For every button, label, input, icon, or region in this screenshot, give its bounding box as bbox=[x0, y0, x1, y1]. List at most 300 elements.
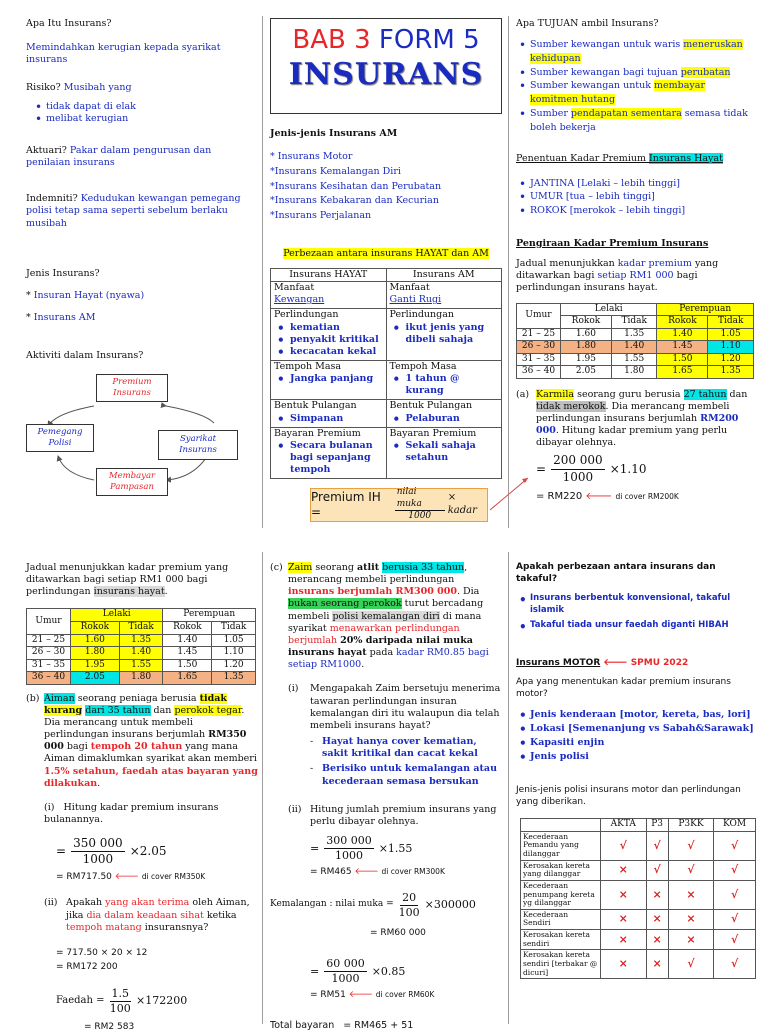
text: Sumber kewangan untuk waris bbox=[530, 39, 684, 51]
fraction bbox=[399, 891, 420, 920]
calc-intro bbox=[516, 258, 756, 294]
tick-icon: √ bbox=[714, 909, 756, 929]
table-cell: 2.05 bbox=[71, 672, 120, 685]
table-cell: Kewangan bbox=[271, 294, 387, 309]
panel-takaful-motor bbox=[516, 562, 756, 1024]
list-item: • Jenis kenderaan [motor, kereta, bas, lori] bbox=[516, 708, 756, 722]
text: 20% daripada nilai muka insurans hayat bbox=[288, 634, 473, 659]
text: polisi kemalangan diri bbox=[332, 610, 440, 622]
tick-icon: √ bbox=[668, 950, 714, 979]
text: . Dia merancang untuk membeli perlindungan insurans berjumlah bbox=[44, 704, 245, 741]
table-row bbox=[271, 373, 502, 400]
text: tidak merokok bbox=[536, 400, 606, 412]
list-item-text: Insurans Perjalanan bbox=[274, 210, 372, 222]
purpose-question: Apa TUJUAN ambil Insurans? bbox=[516, 18, 659, 29]
table-row bbox=[271, 322, 502, 361]
motor-question: Apa yang menentukan kadar premium insurans motor? bbox=[516, 677, 731, 699]
question-c bbox=[270, 562, 502, 671]
text: Berisiko untuk kemalangan atau kecederaan semasa bersukan bbox=[322, 763, 497, 787]
dash-marker: - bbox=[310, 736, 314, 748]
type-general: Insurans AM bbox=[33, 312, 96, 324]
col-header: Umur bbox=[517, 303, 561, 328]
question-i bbox=[288, 683, 502, 732]
text: ×1.55 bbox=[378, 841, 413, 855]
col-subheader: Rokok bbox=[561, 316, 612, 329]
question-ii bbox=[288, 804, 502, 828]
col-subheader: Rokok bbox=[71, 621, 120, 634]
ii-working bbox=[310, 834, 502, 863]
fraction bbox=[324, 834, 374, 863]
question-label: (ii) bbox=[288, 803, 302, 815]
list-item: • UMUR [tua – lebih tinggi] bbox=[516, 190, 756, 204]
cross-icon: × bbox=[668, 909, 714, 929]
text: kadar premium bbox=[617, 258, 692, 270]
list-item: * Insurans Motor bbox=[270, 151, 353, 163]
text: tempoh matang bbox=[66, 921, 142, 933]
table-cell: 1.65 bbox=[657, 366, 708, 379]
text: kadar RM0.85 bagi setiap RM1000 bbox=[288, 647, 489, 671]
text: 1.5 bbox=[110, 987, 132, 1002]
motor-heading bbox=[516, 658, 756, 670]
table-row bbox=[27, 647, 256, 660]
table-cell bbox=[271, 413, 387, 428]
text-highlight: perubatan bbox=[680, 66, 731, 78]
text: 300 000 bbox=[324, 834, 374, 849]
comparison-table bbox=[270, 268, 502, 480]
row-label: Kerosakan kereta sendiri bbox=[521, 930, 601, 950]
table-header bbox=[521, 819, 756, 832]
text: = bbox=[536, 461, 547, 476]
table-cell: 1.80 bbox=[71, 647, 120, 660]
chapter-title bbox=[271, 25, 501, 56]
table-header bbox=[517, 303, 754, 316]
table-cell bbox=[271, 373, 387, 400]
accident-face-value bbox=[270, 891, 502, 920]
table-cell: 1.35 bbox=[119, 634, 163, 647]
cross-icon: × bbox=[668, 880, 714, 909]
table-row bbox=[521, 909, 756, 929]
text: tidak kurang bbox=[44, 692, 228, 716]
table-cell: 1.60 bbox=[561, 328, 612, 341]
answer-a-result bbox=[536, 491, 756, 504]
list-item: • ROKOK [merokok – lebih tinggi] bbox=[516, 204, 756, 218]
table-row bbox=[521, 831, 756, 860]
table-row bbox=[521, 950, 756, 979]
table-row bbox=[521, 930, 756, 950]
question-b bbox=[26, 693, 258, 790]
list-item bbox=[310, 736, 502, 760]
tick-icon: √ bbox=[714, 831, 756, 860]
table-cell: 1.35 bbox=[212, 672, 256, 685]
table-cell: 1.40 bbox=[611, 341, 657, 354]
text: ×300000 bbox=[424, 898, 476, 912]
col-header bbox=[521, 819, 601, 832]
row-label: Bentuk Pulangan bbox=[386, 400, 502, 413]
question-label: (c) bbox=[270, 562, 283, 573]
takaful-question: Apakah perbezaan antara insurans dan takaful? bbox=[516, 562, 716, 584]
table-cell: 1.10 bbox=[212, 647, 256, 660]
arrow-left-icon: 🡐 bbox=[354, 867, 379, 878]
cross-icon: × bbox=[601, 860, 647, 880]
col-header: P3 bbox=[646, 819, 668, 832]
table-cell: 1.80 bbox=[561, 341, 612, 354]
table-cell: 1.80 bbox=[119, 672, 163, 685]
table-row bbox=[517, 366, 754, 379]
row-label: Kerosakan kereta yang dilanggar bbox=[521, 860, 601, 880]
text: insurans hayat bbox=[93, 586, 165, 598]
text: = RM717.50 bbox=[56, 871, 112, 882]
arrow-left-icon: 🡐 bbox=[114, 871, 139, 882]
list-item: • Secara bulanan bagi sepanjang tempoh bbox=[274, 440, 383, 476]
list-item-text: Insurans Motor bbox=[277, 151, 353, 163]
q1-result bbox=[56, 872, 258, 884]
cross-icon: × bbox=[601, 950, 647, 979]
text: 60 000 bbox=[324, 957, 367, 972]
table-cell: 1.95 bbox=[71, 659, 120, 672]
text: Mengapakah Zaim bersetuju menerima tawaran perlindungan insuran kemalangan diri itu walaupun dia telah membeli insurans hayat? bbox=[310, 683, 501, 731]
row-label: Kecederaan penumpang kereta yg dilanggar bbox=[521, 880, 601, 909]
formula-box bbox=[310, 488, 488, 522]
q1 bbox=[44, 802, 258, 826]
ii-result bbox=[310, 867, 502, 879]
text: dia dalam keadaan sihat bbox=[86, 909, 204, 921]
row-label: Bayaran Premium bbox=[271, 427, 387, 440]
text: RM350 000 bbox=[44, 729, 247, 753]
policy-intro: Jenis-jenis polisi insurans motor dan perlindungan yang diberikan. bbox=[516, 785, 741, 807]
text: SPMU 2022 bbox=[630, 657, 689, 668]
tick-icon: √ bbox=[646, 831, 668, 860]
comparison-heading-wrap bbox=[270, 248, 502, 260]
text-highlight: membayar komitmen hutang bbox=[530, 80, 705, 106]
form-label: FORM 5 bbox=[378, 25, 480, 55]
cell-list bbox=[390, 373, 499, 397]
text: atlit bbox=[356, 562, 380, 573]
type-item: * Insuran Hayat (nyawa) bbox=[26, 289, 145, 301]
cross-icon: × bbox=[601, 880, 647, 909]
text: dari 35 tahun bbox=[85, 704, 151, 716]
table-cell bbox=[386, 440, 502, 479]
text: Hitung jumlah premium insurans yang perlu dibayar olehnya. bbox=[310, 803, 497, 827]
table-row-label bbox=[271, 309, 502, 322]
text: 1000 bbox=[562, 469, 594, 484]
risk-list bbox=[32, 101, 258, 125]
col-subheader: Rokok bbox=[657, 316, 708, 329]
indemnity-label: Indemniti? bbox=[26, 193, 78, 205]
col-header: Insurans HAYAT bbox=[271, 268, 387, 281]
actuary-def bbox=[26, 145, 258, 169]
formula-tail: × kadar bbox=[447, 492, 477, 516]
table-cell: 1.55 bbox=[611, 353, 657, 366]
indemnity-def bbox=[26, 193, 258, 229]
cell-list bbox=[390, 322, 499, 346]
col-subheader: Tidak bbox=[119, 621, 163, 634]
col-header: AKTA bbox=[601, 819, 647, 832]
text: insuransnya? bbox=[141, 921, 209, 933]
comparison-body bbox=[271, 282, 502, 479]
divider bbox=[508, 16, 509, 528]
dash-marker: - bbox=[310, 763, 314, 775]
table-cell: 1.05 bbox=[212, 634, 256, 647]
row-label: Tempoh Masa bbox=[386, 361, 502, 374]
question-what: Apa Itu Insurans? bbox=[26, 18, 112, 29]
q2-working bbox=[56, 946, 258, 975]
actuary-label: Aktuari? bbox=[26, 144, 67, 156]
table-cell bbox=[386, 322, 502, 361]
list-item: • Insurans berbentuk konvensional, takaful islamik bbox=[516, 593, 756, 617]
row-label: Perlindungan bbox=[386, 309, 502, 322]
table-cell: 1.65 bbox=[163, 672, 212, 685]
col-header: Lelaki bbox=[561, 303, 657, 316]
list-item-text: Insurans Kemalangan Diri bbox=[274, 165, 401, 177]
row-label: Kecederaan Sendiri bbox=[521, 909, 601, 929]
text: berusia 33 tahun bbox=[382, 562, 465, 573]
list-item: • Pelaburan bbox=[390, 413, 499, 425]
text: 1000 bbox=[334, 849, 363, 863]
table-cell bbox=[271, 322, 387, 361]
cell-list bbox=[274, 373, 383, 385]
cell-list bbox=[274, 322, 383, 358]
age-cell: 31 – 35 bbox=[27, 659, 71, 672]
row-label: Kerosakan kereta sendiri [terbakar @ dicuri] bbox=[521, 950, 601, 979]
q1-working bbox=[56, 836, 258, 868]
text: Hitung kadar premium insurans bulanannya. bbox=[44, 801, 219, 825]
table-row-label bbox=[271, 361, 502, 374]
premium-factor-list bbox=[516, 177, 756, 218]
text: = RM220 bbox=[536, 491, 583, 503]
table-row-label bbox=[271, 282, 502, 295]
list-item: *Insurans Kemalangan Diri bbox=[270, 165, 401, 177]
text: menawarkan perlindungan berjumlah bbox=[288, 622, 460, 646]
list-item: • 1 tahun @ kurang bbox=[390, 373, 499, 397]
text: Apakah bbox=[66, 897, 106, 909]
list-item: • kecacatan kekal bbox=[274, 346, 383, 358]
list-item: *Insurans Kebakaran dan Kecurian bbox=[270, 195, 439, 207]
equals-sign: = bbox=[310, 841, 320, 855]
text: bagi perlindungan insurans hayat. bbox=[516, 270, 698, 294]
table-cell: 1.10 bbox=[708, 341, 754, 354]
col-header: Umur bbox=[27, 609, 71, 634]
text: Faedah = bbox=[56, 994, 105, 1006]
text: di cover RM300K bbox=[381, 867, 445, 877]
list-item bbox=[516, 79, 756, 107]
panel-question-b bbox=[26, 562, 258, 1032]
chapter-number: BAB 3 bbox=[292, 25, 371, 55]
table-row bbox=[517, 353, 754, 366]
tick-icon: √ bbox=[668, 860, 714, 880]
type-item: * Insurans AM bbox=[26, 312, 96, 324]
list-item: • ikut jenis yang dibeli sahaja bbox=[390, 322, 499, 346]
actuary-value: Pakar dalam pengurusan dan penilaian insurans bbox=[26, 144, 212, 169]
question-label: (ii) bbox=[44, 897, 58, 909]
list-item: • Simpanan bbox=[274, 413, 383, 425]
text: 20 bbox=[400, 891, 418, 906]
text: Sumber kewangan untuk bbox=[530, 80, 655, 92]
text: yang mana Aiman dimaklumkan syarikat akan memberi bbox=[44, 741, 257, 765]
col-header: P3KK bbox=[668, 819, 714, 832]
age-cell: 36 – 40 bbox=[27, 672, 71, 685]
page-gap bbox=[0, 538, 768, 550]
list-item-text: Insurans Kebakaran dan Kecurian bbox=[274, 195, 439, 207]
age-cell: 21 – 25 bbox=[27, 634, 71, 647]
text: 200 000 bbox=[551, 453, 605, 469]
text: ×2.05 bbox=[129, 844, 167, 859]
text: setiap RM1 000 bbox=[597, 270, 674, 282]
text: . Hitung kadar premium yang perlu dibayar olehnya. bbox=[536, 425, 728, 449]
cell-list bbox=[390, 413, 499, 425]
text: Jadual menunjukkan bbox=[516, 258, 618, 270]
text: pada bbox=[366, 647, 397, 659]
text: turut bercadang membeli bbox=[288, 598, 484, 622]
text: seorang bbox=[312, 562, 357, 573]
text: tempoh 20 tahun bbox=[90, 741, 183, 753]
cycle-policyholder: Pemegang Polisi bbox=[26, 424, 94, 452]
text: ×0.85 bbox=[371, 964, 406, 978]
text: 27 tahun bbox=[683, 388, 727, 400]
text: perokok tegar bbox=[174, 704, 242, 716]
text: Karmila bbox=[536, 388, 575, 400]
cross-icon: × bbox=[601, 930, 647, 950]
table-cell: 1.20 bbox=[708, 353, 754, 366]
text: 1.5% setahun, faedah atas bayaran yang dilakukan bbox=[44, 765, 258, 789]
table-row bbox=[521, 860, 756, 880]
answer-what: Memindahkan kerugian kepada syarikat insurans bbox=[26, 42, 221, 66]
formula-numerator: nilai muka bbox=[395, 487, 445, 511]
table-header bbox=[27, 609, 256, 622]
table-cell: 1.55 bbox=[119, 659, 163, 672]
list-item: • Lokasi [Semenanjung vs Sabah&Sarawak] bbox=[516, 722, 756, 736]
table-cell: 1.45 bbox=[657, 341, 708, 354]
list-item: • penyakit kritikal bbox=[274, 334, 383, 346]
list-item: • Kapasiti enjin bbox=[516, 736, 756, 750]
text: . Dia merancang membeli perlindungan insurans berjumlah bbox=[536, 400, 730, 424]
list-item: • kematian bbox=[274, 322, 383, 334]
row-label: Bentuk Pulangan bbox=[271, 400, 387, 413]
interest-result: = RM2 583 bbox=[84, 1021, 135, 1032]
text: bagi bbox=[63, 741, 91, 753]
general-types-list bbox=[270, 150, 502, 224]
cross-icon: × bbox=[646, 909, 668, 929]
col-subheader: Tidak bbox=[708, 316, 754, 329]
text: dan bbox=[150, 704, 175, 716]
list-item-text: Insurans Kesihatan dan Perubatan bbox=[274, 180, 442, 192]
cross-icon: × bbox=[668, 930, 714, 950]
divider bbox=[262, 16, 263, 528]
divider bbox=[508, 552, 509, 1024]
risk-value: Musibah yang bbox=[63, 82, 132, 94]
arrow-left-icon: 🡐 bbox=[603, 657, 628, 668]
col-header: Perempuan bbox=[657, 303, 754, 316]
arrow-left-icon: 🡐 bbox=[348, 990, 373, 1001]
table-cell: 1.40 bbox=[163, 634, 212, 647]
col-header: Lelaki bbox=[71, 609, 163, 622]
formula-denominator: 1000 bbox=[408, 511, 432, 522]
table-cell bbox=[271, 440, 387, 479]
text: 350 000 bbox=[71, 836, 125, 852]
table-cell: 2.05 bbox=[561, 366, 612, 379]
formula-fraction bbox=[395, 487, 445, 523]
table-cell: Ganti Rugi bbox=[386, 294, 502, 309]
text: = RM465 bbox=[310, 867, 352, 878]
risk-line bbox=[26, 82, 258, 94]
row-label: Manfaat bbox=[386, 282, 502, 295]
calc-heading: Pengiraan Kadar Premium Insurans bbox=[516, 237, 709, 249]
table-row bbox=[27, 659, 256, 672]
cell-list bbox=[274, 413, 383, 425]
panel-insurance-basics bbox=[26, 18, 258, 518]
table-cell: 1.35 bbox=[708, 366, 754, 379]
fraction bbox=[551, 453, 605, 485]
text-highlight: meneruskan kehidupan bbox=[530, 39, 743, 64]
row-label: Kecederaan Pemandu yang dilanggar bbox=[521, 831, 601, 860]
table-cell bbox=[386, 373, 502, 400]
equals-sign: = bbox=[56, 844, 67, 859]
table-row-label bbox=[271, 400, 502, 413]
panel-purpose-and-calc bbox=[516, 18, 756, 523]
cycle-insurer: Syarikat Insurans bbox=[158, 430, 238, 460]
col-subheader: Rokok bbox=[163, 621, 212, 634]
list-item: • JANTINA [Lelaki – lebih tinggi] bbox=[516, 177, 756, 191]
table-cell: 1.45 bbox=[163, 647, 212, 660]
accident-premium-result bbox=[310, 990, 502, 1002]
list-item: *Insurans Kesihatan dan Perubatan bbox=[270, 180, 442, 192]
text: ×172200 bbox=[136, 994, 188, 1008]
general-types-heading: Jenis-jenis Insurans AM bbox=[270, 128, 398, 139]
cell-list bbox=[274, 440, 383, 476]
table-row bbox=[521, 880, 756, 909]
purpose-list bbox=[516, 38, 756, 134]
table-row bbox=[271, 294, 502, 309]
motor-factor-list bbox=[516, 708, 756, 763]
col-subheader: Tidak bbox=[611, 316, 657, 329]
fraction bbox=[71, 836, 125, 868]
question-label: (a) bbox=[516, 388, 530, 400]
text: Hayat hanya cover kematian, sakit kritikal dan cacat kekal bbox=[322, 736, 478, 760]
table-cell: 1.80 bbox=[611, 366, 657, 379]
text: seorang guru berusia bbox=[574, 388, 684, 400]
cycle-premium: Premium Insurans bbox=[96, 374, 168, 402]
table-cell: 1.35 bbox=[611, 328, 657, 341]
table-row bbox=[271, 413, 502, 428]
cross-icon: × bbox=[646, 880, 668, 909]
age-cell: 26 – 30 bbox=[517, 341, 561, 354]
table-row bbox=[27, 634, 256, 647]
text: di mana syarikat bbox=[288, 610, 482, 634]
row-label: Manfaat bbox=[271, 282, 387, 295]
rate-table-bottom bbox=[26, 608, 256, 684]
divider bbox=[262, 552, 263, 1024]
age-cell: 36 – 40 bbox=[517, 366, 561, 379]
table-row bbox=[517, 341, 754, 354]
heading-highlight: Insurans Hayat bbox=[649, 152, 723, 164]
takaful-list bbox=[516, 593, 756, 632]
text: = RM172 200 bbox=[56, 962, 118, 973]
title-box bbox=[270, 18, 502, 114]
table-cell: 1.05 bbox=[708, 328, 754, 341]
question-label: (b) bbox=[26, 692, 40, 704]
cross-icon: × bbox=[601, 909, 647, 929]
list-item bbox=[516, 107, 756, 135]
tick-icon: √ bbox=[714, 860, 756, 880]
list-item: *Insurans Perjalanan bbox=[270, 210, 372, 222]
text: di cover RM350K bbox=[141, 871, 206, 881]
col-header: KOM bbox=[714, 819, 756, 832]
text: 100 bbox=[109, 1001, 131, 1015]
row-label: Bayaran Premium bbox=[386, 427, 502, 440]
text: bukan seorang perokok bbox=[288, 598, 402, 610]
list-item: • tidak dapat di elak bbox=[32, 101, 258, 113]
age-cell: 31 – 35 bbox=[517, 353, 561, 366]
text: 1000 bbox=[82, 852, 114, 867]
